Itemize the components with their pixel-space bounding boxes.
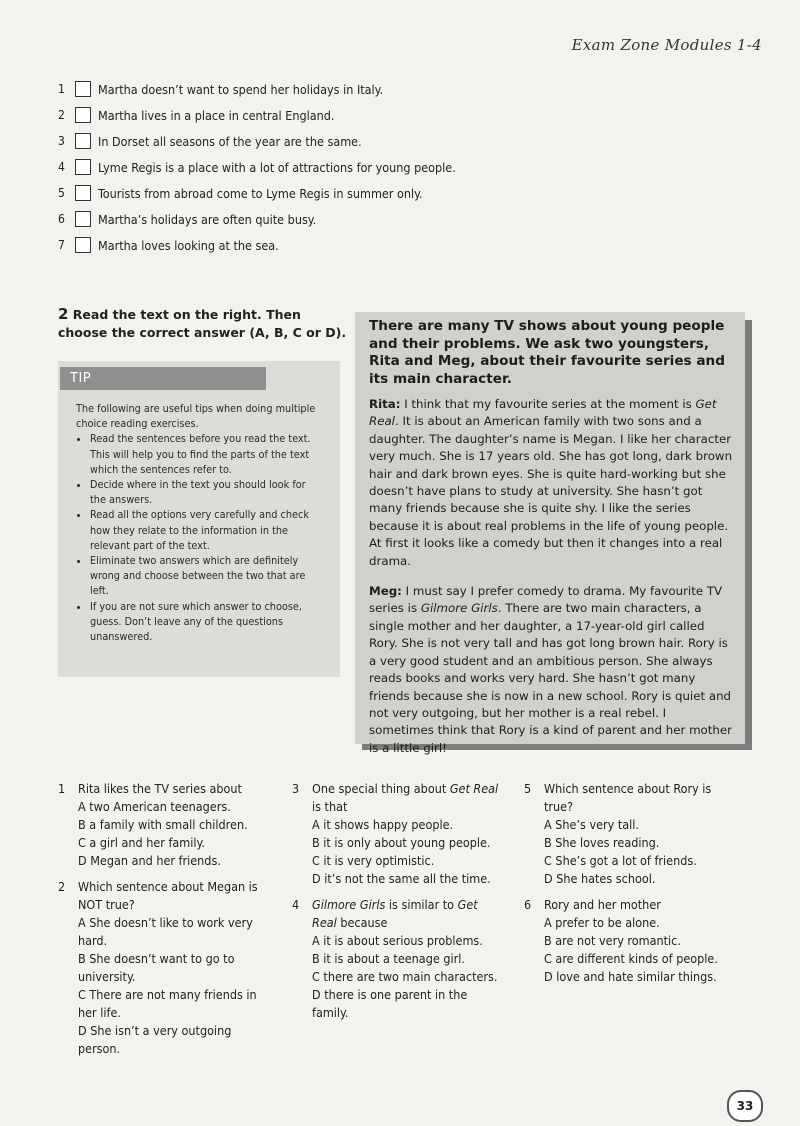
item-number: 6 [58,212,65,226]
question [524,896,739,986]
meg-paragraph [369,583,733,757]
task-instruction-text: Read the text on the right. Then choose the correct answer (A, B, C or D). [58,307,347,340]
paragraph-text: . It is about an American family with two sons and a daughter. The daughter’s name is Megan. I like her character very much. She is 17 years old. She has got long, dark brown hair and dark brown eyes. She is quite hard-working but she doesn’t have plans to study at university. She hasn’t got many friends because she is quite shy. I like the series because it is about real problems in the life of young people. At first it looks like a comedy but then it changes into a real drama. [369,414,733,568]
tip-bullet-list [76,431,324,644]
answer-option[interactable]: D She isn’t a very outgoing person. [78,1023,232,1056]
answer-option[interactable]: B She loves reading. [544,835,660,850]
paragraph-text: . There are two main characters, a single mother and her daughter, a 17-year-old girl called Rory. She is not very tall and has got long brown hair. Rory is a very good student and an ambitious person. She always reads books and works very hard. She hasn’t got many friends because she is now in a new school. Rory is quiet and not very outgoing, but her mother is a real rebel. I sometimes think that Rory is a kind of parent and her mother is a little girl! [369,601,732,755]
tip-intro: The following are useful tips when doing multiple choice reading exercises. [76,402,316,431]
list-item [58,232,578,258]
show-title: Get Real [312,897,478,930]
speaker-name: Meg: [369,584,402,599]
item-text: Martha lives in a place in central England. [98,107,335,123]
question [58,878,268,1058]
item-text: Lyme Regis is a place with a lot of attractions for young people. [98,159,456,175]
tip-panel [58,361,340,677]
tip-bullet: • Eliminate two answers which are definitely wrong and choose between the two that are left. [90,553,324,599]
module-header: Exam Zone Modules 1-4 [571,36,762,54]
rita-paragraph [369,396,733,570]
answer-option[interactable]: C it is very optimistic. [312,853,435,868]
paragraph-text: I must say I prefer comedy to drama. My favourite TV series is [369,584,723,616]
answer-checkbox[interactable] [75,159,91,175]
answer-checkbox[interactable] [75,133,91,149]
show-title: Get Real [369,397,717,429]
question-stem: Which sentence about Megan is NOT true? [78,879,258,912]
answer-option[interactable]: A She’s very tall. [544,817,639,832]
answer-option[interactable]: C a girl and her family. [78,835,205,850]
answer-option[interactable]: C She’s got a lot of friends. [544,853,697,868]
answer-option[interactable]: B a family with small children. [78,817,248,832]
show-title: Get Real [449,781,499,796]
questions-column-2 [292,780,502,1030]
item-text: Martha loves looking at the sea. [98,237,279,253]
question-stem [312,896,502,932]
tip-bullet: • Read the sentences before you read the text. This will help you to find the parts of the text which the sentences refer to. [90,431,324,477]
answer-option[interactable]: B She doesn’t want to go to university. [78,951,235,984]
answer-option[interactable]: A two American teenagers. [78,799,231,814]
stem-text: because [336,915,388,930]
answer-option[interactable]: D She hates school. [544,871,656,886]
list-item [58,102,578,128]
answer-checkbox[interactable] [75,107,91,123]
answer-option[interactable]: A She doesn’t like to work very hard. [78,915,253,948]
paragraph-text: I think that my favourite series at the moment is [400,397,696,411]
tip-bullet: • If you are not sure which answer to choose, guess. Don’t leave any of the questions unanswered. [90,599,324,645]
speaker-name: Rita: [369,397,401,411]
answer-option[interactable]: B it is only about young people. [312,835,491,850]
list-item [58,154,578,180]
item-number: 4 [58,160,65,174]
question-number: 1 [58,781,66,796]
tip-title: TIP [60,367,266,390]
answer-option[interactable]: D there is one parent in the family. [312,987,468,1020]
answer-option[interactable]: B are not very romantic. [544,933,681,948]
question-stem [312,780,502,816]
tip-bullet: • Decide where in the text you should look for the answers. [90,477,324,507]
answer-option[interactable]: A prefer to be alone. [544,915,660,930]
show-title: Gilmore Girls [312,897,386,912]
answer-option[interactable]: D it’s not the same all the time. [312,871,491,886]
item-text: Martha’s holidays are often quite busy. [98,211,317,227]
list-item [58,76,578,102]
question-stem: Rory and her mother [544,897,661,912]
answer-option[interactable]: C There are not many friends in her life. [78,987,257,1020]
answer-option[interactable]: C are different kinds of people. [544,951,718,966]
question-number: 5 [524,781,532,796]
list-item [58,128,578,154]
tip-body [76,401,324,644]
question-number: 6 [524,897,532,912]
question [292,780,502,888]
answer-option[interactable]: A it is about serious problems. [312,933,483,948]
answer-option[interactable]: D Megan and her friends. [78,853,221,868]
list-item [58,206,578,232]
answer-checkbox[interactable] [75,211,91,227]
question-stem: Rita likes the TV series about [78,781,242,796]
question [524,780,739,888]
question-stem: Which sentence about Rory is true? [544,781,712,814]
item-text: Tourists from abroad come to Lyme Regis in summer only. [98,185,423,201]
questions-column-3 [524,780,739,994]
question [292,896,502,1022]
questions-column-1 [58,780,268,1066]
stem-text: One special thing about [312,781,450,796]
article-title: There are many TV shows about young people and their problems. We ask two youngsters, Rita and Meg, about their favourite series and its main character. [369,318,725,387]
question-number: 4 [292,897,300,912]
stem-text: is similar to [385,897,458,912]
answer-option[interactable]: B it is about a teenage girl. [312,951,465,966]
answer-option[interactable]: A it shows happy people. [312,817,454,832]
reading-text-box [355,312,745,755]
item-number: 5 [58,186,65,200]
item-number: 2 [58,108,65,122]
page-number-badge: 33 [727,1090,763,1122]
show-title: Gilmore Girls [420,601,498,616]
item-text: In Dorset all seasons of the year are the same. [98,133,362,149]
answer-option[interactable]: C there are two main characters. [312,969,498,984]
task-2-instruction [58,305,348,342]
tip-bullet: • Read all the options very carefully and check how they relate to the information in the relevant part of the text. [90,507,324,553]
question-number: 2 [58,879,66,894]
list-item [58,180,578,206]
true-false-list [58,76,578,258]
answer-checkbox[interactable] [75,81,91,97]
item-number: 1 [58,82,65,96]
answer-checkbox[interactable] [75,185,91,201]
item-text: Martha doesn’t want to spend her holidays in Italy. [98,81,384,97]
question-number: 3 [292,781,300,796]
task-number: 2 [58,305,69,323]
question [58,780,268,870]
item-number: 3 [58,134,65,148]
item-number: 7 [58,238,65,252]
answer-checkbox[interactable] [75,237,91,253]
answer-option[interactable]: D love and hate similar things. [544,969,717,984]
stem-text: is that [312,799,348,814]
